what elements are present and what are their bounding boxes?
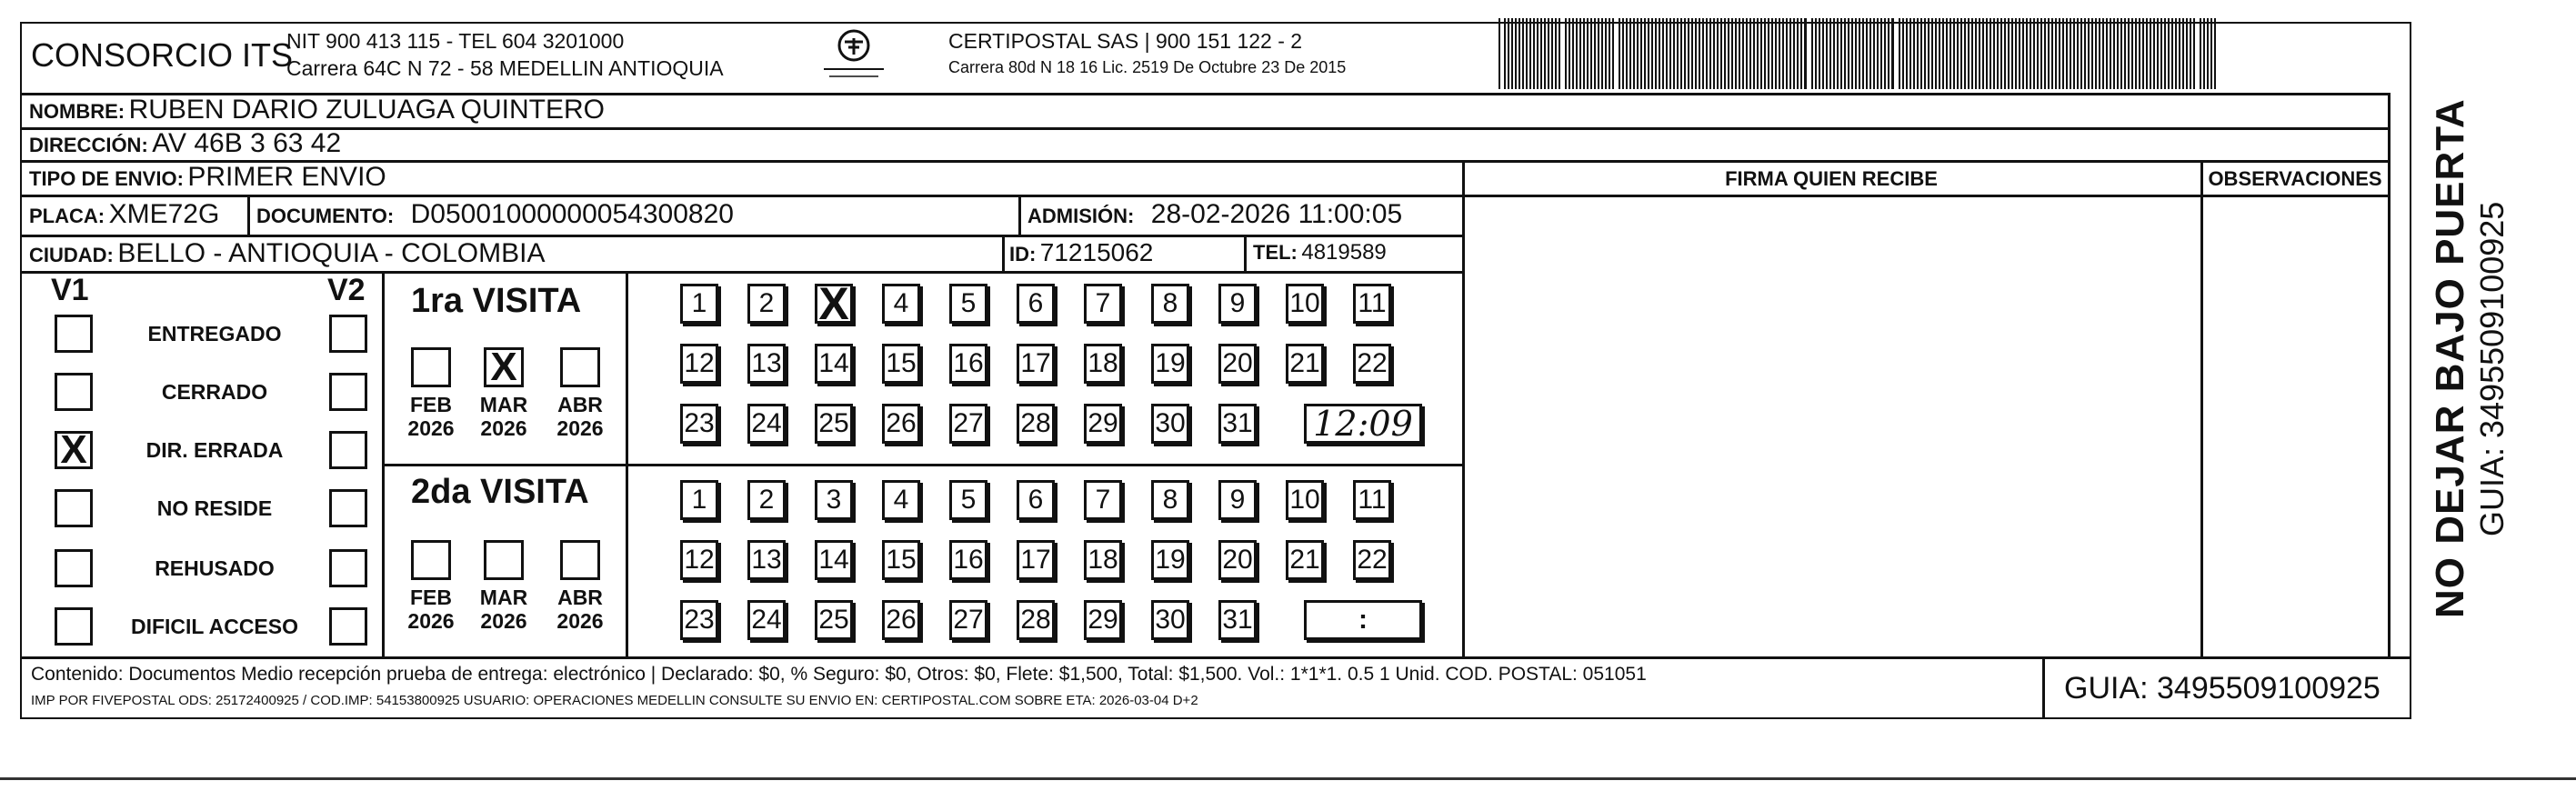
day-number: 7 — [1095, 485, 1111, 515]
v1-checkbox[interactable] — [55, 549, 93, 587]
ciudad-label: CIUDAD: — [29, 244, 114, 266]
tipo-envio-label: TIPO DE ENVIO: — [29, 167, 184, 190]
day-box[interactable] — [882, 480, 920, 520]
day-number: 5 — [960, 288, 977, 318]
day-box[interactable] — [949, 540, 987, 580]
admision-label: ADMISIÓN: — [1027, 205, 1135, 227]
visita1-title: 1ra VISITA — [411, 282, 582, 320]
company-name: CONSORCIO ITS — [31, 36, 294, 74]
day-box[interactable] — [949, 284, 987, 324]
time-box[interactable] — [1304, 404, 1422, 444]
imp-line: IMP POR FIVEPOSTAL ODS: 25172400925 / COD.IMP: 54153800925 USUARIO: OPERACIONES MEDELLIN CONSULTE SU ENVIO EN: CERTIPOSTAL.COM SOBRE ETA: 2026-03-04 D+2 — [31, 693, 1198, 708]
day-box[interactable] — [815, 404, 853, 444]
day-number: 30 — [1155, 408, 1186, 438]
day-box[interactable] — [882, 404, 920, 444]
side-warning — [2428, 73, 2511, 618]
day-box[interactable] — [815, 600, 853, 640]
day-number: 1 — [691, 485, 707, 515]
day-box[interactable] — [1286, 344, 1324, 384]
day-number: 13 — [751, 545, 782, 575]
day-box[interactable] — [1218, 344, 1257, 384]
day-number: 17 — [1020, 545, 1051, 575]
day-number: 11 — [1358, 485, 1387, 515]
status-label: REHUSADO — [155, 556, 275, 580]
month-label — [476, 393, 532, 440]
certipostal-line-2: Carrera 80d N 18 16 Lic. 2519 De Octubre 23 De 2015 — [948, 58, 1347, 76]
day-box[interactable] — [1084, 404, 1122, 444]
day-box[interactable] — [1151, 600, 1189, 640]
tipo-envio-field — [29, 162, 386, 193]
v2-checkbox[interactable] — [329, 607, 367, 646]
month-checkbox[interactable] — [484, 347, 524, 387]
v2-checkbox[interactable] — [329, 489, 367, 527]
month-name: ABR — [557, 393, 603, 416]
day-box[interactable] — [1218, 600, 1257, 640]
v1-checkbox[interactable] — [55, 315, 93, 353]
id-value: 71215062 — [1039, 238, 1154, 266]
v2-checkbox[interactable] — [329, 431, 367, 469]
day-number: 19 — [1155, 348, 1186, 378]
v1-label: V1 — [51, 273, 89, 307]
tipo-envio-value: PRIMER ENVIO — [187, 162, 386, 192]
v1-checkbox[interactable] — [55, 427, 93, 472]
month-year: 2026 — [480, 609, 527, 633]
documento-label: DOCUMENTO: — [256, 205, 395, 227]
day-box[interactable] — [680, 540, 718, 580]
status-label: CERRADO — [161, 380, 268, 404]
day-number: 20 — [1222, 348, 1253, 378]
month-year: 2026 — [407, 416, 455, 440]
day-number: 16 — [953, 348, 984, 378]
day-box[interactable] — [815, 278, 853, 329]
month-label — [552, 393, 608, 440]
day-number: 18 — [1088, 545, 1118, 575]
day-box[interactable] — [1151, 540, 1189, 580]
nombre-field — [29, 95, 605, 125]
day-number: 26 — [886, 408, 917, 438]
day-number: 14 — [818, 348, 849, 378]
day-number: 21 — [1289, 545, 1320, 575]
observaciones-header: OBSERVACIONES — [2208, 167, 2382, 190]
contenido-line: Contenido: Documentos Medio recepción prueba de entrega: electrónico | Declarado: $0, % Seguro: $0, Otros: $0, Flete: $1,500, Total: $1,500. Vol.: 1*1*1. 0.5 1 Unid. COD. POSTAL: 051051 — [31, 664, 1647, 685]
day-number: 27 — [953, 605, 984, 635]
day-number: 4 — [893, 288, 909, 318]
month-label — [552, 586, 608, 633]
month-label — [476, 586, 532, 633]
day-box[interactable] — [882, 344, 920, 384]
day-box[interactable] — [1017, 284, 1055, 324]
day-box[interactable] — [882, 284, 920, 324]
id-field — [1009, 238, 1153, 267]
month-checkbox[interactable] — [411, 540, 451, 580]
direccion-label: DIRECCIÓN: — [29, 134, 148, 156]
day-box[interactable] — [1286, 540, 1324, 580]
day-mark: X — [818, 278, 849, 329]
day-number: 6 — [1027, 288, 1044, 318]
day-box[interactable] — [1017, 344, 1055, 384]
ciudad-value: BELLO - ANTIOQUIA - COLOMBIA — [117, 238, 546, 268]
day-box[interactable] — [1218, 404, 1257, 444]
day-number: 5 — [960, 485, 977, 515]
day-box[interactable] — [1017, 600, 1055, 640]
barcode — [1498, 18, 2226, 89]
day-box[interactable] — [949, 344, 987, 384]
placa-value: XME72G — [108, 199, 220, 229]
day-box[interactable] — [1084, 540, 1122, 580]
day-box[interactable] — [1084, 284, 1122, 324]
day-number: 15 — [886, 545, 917, 575]
day-number: 10 — [1289, 485, 1320, 515]
day-number: 12 — [684, 545, 715, 575]
day-box[interactable] — [1218, 284, 1257, 324]
status-label: ENTREGADO — [147, 322, 282, 345]
day-box[interactable] — [882, 540, 920, 580]
day-box[interactable] — [747, 404, 786, 444]
day-box[interactable] — [1151, 344, 1189, 384]
month-name: MAR — [479, 586, 528, 609]
month-label — [403, 393, 459, 440]
day-number: 3 — [826, 485, 842, 515]
status-label: NO RESIDE — [156, 496, 273, 520]
day-box[interactable] — [747, 344, 786, 384]
day-number: 15 — [886, 348, 917, 378]
month-year: 2026 — [407, 609, 455, 633]
month-checkbox[interactable] — [411, 347, 451, 387]
month-checkbox[interactable] — [560, 540, 600, 580]
month-name: FEB — [410, 586, 452, 609]
day-box[interactable] — [1286, 284, 1324, 324]
day-box[interactable] — [747, 600, 786, 640]
status-label: DIR. ERRADA — [145, 438, 284, 462]
side-guia: GUIA: 3495509100925 — [2473, 201, 2511, 536]
admision-value: 28-02-2026 11:00:05 — [1150, 199, 1403, 229]
visita2-title: 2da VISITA — [411, 473, 589, 511]
day-box[interactable] — [680, 344, 718, 384]
day-number: 30 — [1155, 605, 1186, 635]
day-box[interactable] — [1353, 540, 1391, 580]
checkbox-mark: X — [60, 427, 87, 472]
day-box[interactable] — [1084, 480, 1122, 520]
day-number: 13 — [751, 348, 782, 378]
day-box[interactable] — [680, 600, 718, 640]
checkbox-mark: X — [490, 345, 517, 389]
day-number: 26 — [886, 605, 917, 635]
day-number: 10 — [1289, 288, 1320, 318]
day-box[interactable] — [747, 284, 786, 324]
time-box[interactable] — [1304, 600, 1422, 640]
day-box[interactable] — [815, 540, 853, 580]
barcode-icon — [1498, 18, 2226, 89]
month-year: 2026 — [556, 609, 604, 633]
day-number: 8 — [1162, 288, 1178, 318]
day-number: 22 — [1357, 348, 1388, 378]
page-bottom-rule — [0, 777, 2576, 780]
day-box[interactable] — [949, 404, 987, 444]
day-number: 1 — [691, 288, 707, 318]
footer-guia: GUIA: 3495509100925 — [2064, 671, 2381, 706]
day-box[interactable] — [1084, 344, 1122, 384]
month-checkbox[interactable] — [560, 347, 600, 387]
id-label: ID: — [1009, 243, 1037, 265]
month-label — [403, 586, 459, 633]
nit-line: NIT 900 413 115 - TEL 604 3201000 — [286, 29, 625, 53]
day-number: 2 — [758, 288, 775, 318]
month-name: ABR — [557, 586, 603, 609]
day-number: 14 — [818, 545, 849, 575]
day-box[interactable] — [1353, 284, 1391, 324]
day-number: 18 — [1088, 348, 1118, 378]
placa-field — [29, 199, 219, 230]
day-number: 16 — [953, 545, 984, 575]
month-checkbox[interactable] — [484, 540, 524, 580]
day-box[interactable] — [680, 480, 718, 520]
certipostal-logo-icon — [817, 27, 891, 82]
time-value: 12:09 — [1313, 404, 1413, 444]
day-box[interactable] — [1017, 404, 1055, 444]
documento-value: D05001000000054300820 — [410, 199, 734, 229]
day-number: 17 — [1020, 348, 1051, 378]
day-number: 29 — [1088, 605, 1118, 635]
day-number: 11 — [1358, 288, 1387, 318]
day-number: 21 — [1289, 348, 1320, 378]
v2-checkbox[interactable] — [329, 315, 367, 353]
day-box[interactable] — [1084, 600, 1122, 640]
day-number: 27 — [953, 408, 984, 438]
nombre-value: RUBEN DARIO ZULUAGA QUINTERO — [128, 95, 605, 125]
day-number: 2 — [758, 485, 775, 515]
month-year: 2026 — [556, 416, 604, 440]
day-number: 28 — [1020, 408, 1051, 438]
certipostal-line-1: CERTIPOSTAL SAS | 900 151 122 - 2 — [948, 29, 1303, 53]
tel-label: TEL: — [1253, 241, 1298, 264]
certipostal-logo — [817, 27, 891, 82]
day-number: 19 — [1155, 545, 1186, 575]
day-box[interactable] — [1151, 404, 1189, 444]
side-no-dejar: NO DEJAR BAJO PUERTA — [2428, 98, 2472, 618]
v1-checkbox[interactable] — [55, 607, 93, 646]
month-name: MAR — [479, 393, 528, 416]
v2-label: V2 — [327, 273, 366, 307]
day-box[interactable] — [1218, 540, 1257, 580]
tel-field — [1253, 240, 1387, 265]
day-box[interactable] — [1218, 480, 1257, 520]
day-number: 24 — [751, 408, 782, 438]
v2-checkbox[interactable] — [329, 549, 367, 587]
time-value: : — [1358, 605, 1368, 635]
nombre-label: NOMBRE: — [29, 100, 125, 123]
day-box[interactable] — [1151, 284, 1189, 324]
firma-header: FIRMA QUIEN RECIBE — [1725, 167, 1938, 190]
day-box[interactable] — [815, 480, 853, 520]
day-number: 25 — [818, 408, 849, 438]
day-number: 12 — [684, 348, 715, 378]
day-number: 23 — [684, 605, 715, 635]
day-number: 24 — [751, 605, 782, 635]
day-number: 4 — [893, 485, 909, 515]
day-box[interactable] — [680, 284, 718, 324]
day-box[interactable] — [949, 600, 987, 640]
day-number: 25 — [818, 605, 849, 635]
day-box[interactable] — [747, 540, 786, 580]
v2-checkbox[interactable] — [329, 373, 367, 411]
address-line: Carrera 64C N 72 - 58 MEDELLIN ANTIOQUIA — [286, 56, 724, 80]
day-number: 8 — [1162, 485, 1178, 515]
day-number: 22 — [1357, 545, 1388, 575]
day-box[interactable] — [1353, 344, 1391, 384]
day-box[interactable] — [680, 404, 718, 444]
day-box[interactable] — [882, 600, 920, 640]
tel-value: 4819589 — [1301, 240, 1387, 265]
day-box[interactable] — [815, 344, 853, 384]
day-box[interactable] — [949, 480, 987, 520]
day-box[interactable] — [1017, 540, 1055, 580]
day-number: 9 — [1229, 485, 1246, 515]
admision-field — [1027, 199, 1402, 230]
day-number: 28 — [1020, 605, 1051, 635]
day-number: 23 — [684, 408, 715, 438]
day-number: 9 — [1229, 288, 1246, 318]
v1-checkbox[interactable] — [55, 373, 93, 411]
v1-checkbox[interactable] — [55, 489, 93, 527]
status-label: DIFICIL ACCESO — [130, 615, 298, 638]
day-box[interactable] — [1151, 480, 1189, 520]
day-number: 7 — [1095, 288, 1111, 318]
documento-field — [256, 199, 734, 230]
direccion-field — [29, 128, 341, 159]
day-box[interactable] — [1017, 480, 1055, 520]
month-year: 2026 — [480, 416, 527, 440]
day-number: 6 — [1027, 485, 1044, 515]
day-number: 29 — [1088, 408, 1118, 438]
month-name: FEB — [410, 393, 452, 416]
day-number: 31 — [1222, 605, 1253, 635]
direccion-value: AV 46B 3 63 42 — [152, 128, 342, 158]
day-box[interactable] — [1353, 480, 1391, 520]
day-number: 31 — [1222, 408, 1253, 438]
placa-label: PLACA: — [29, 205, 105, 227]
day-box[interactable] — [1286, 480, 1324, 520]
day-box[interactable] — [747, 480, 786, 520]
ciudad-field — [29, 238, 545, 269]
day-number: 20 — [1222, 545, 1253, 575]
